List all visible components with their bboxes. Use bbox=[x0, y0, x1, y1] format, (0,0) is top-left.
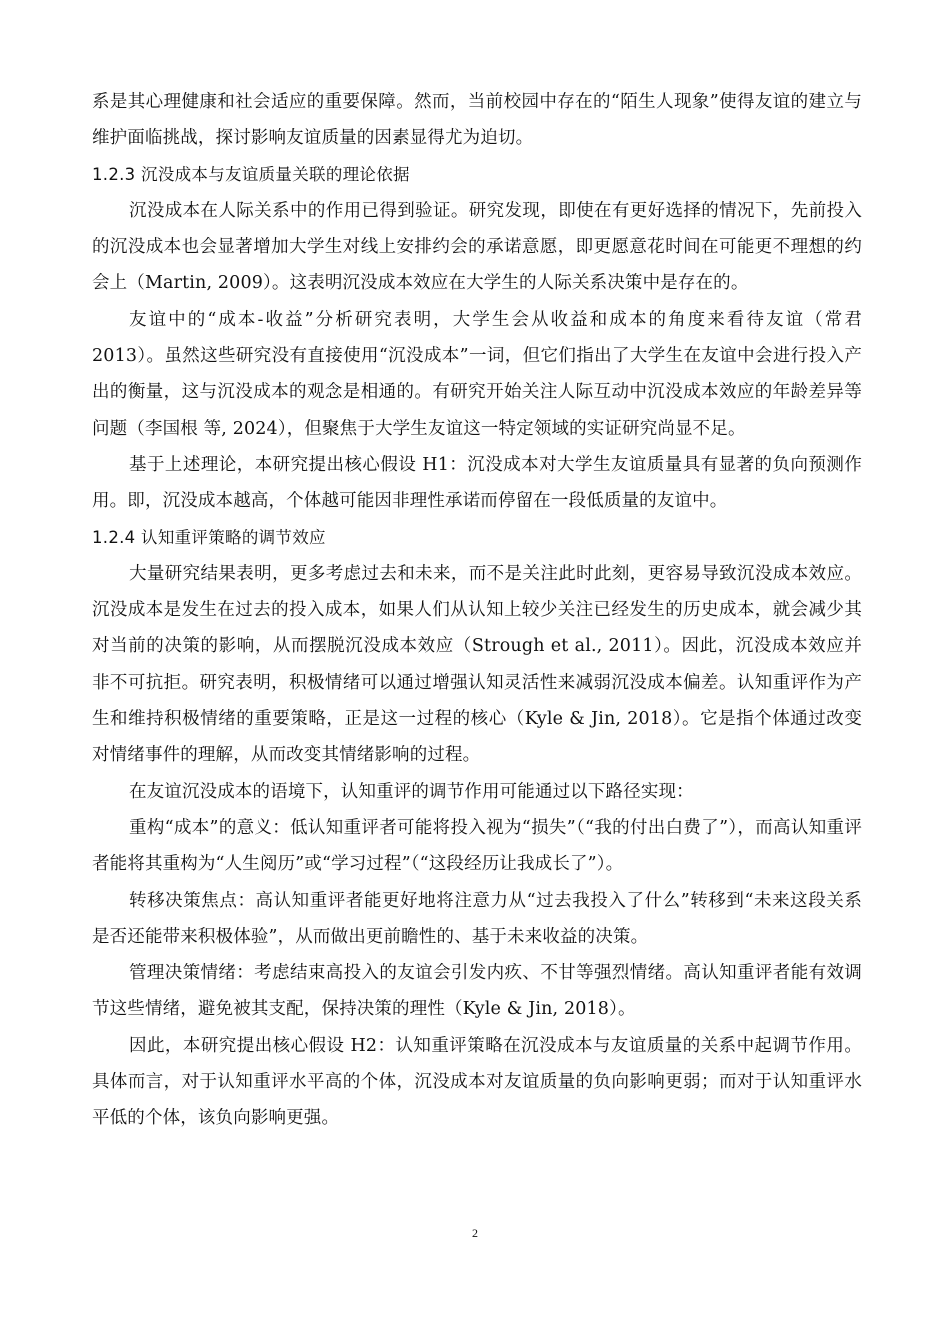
section-heading-1-2-3: 1.2.3 沉没成本与友谊质量关联的理论依据 bbox=[92, 164, 410, 184]
paragraph-hypothesis-h2: 因此，本研究提出核心假设 H2：认知重评策略在沉没成本与友谊质量的关系中起调节作用。具体而言，对于认知重评水平高的个体，沉没成本对友谊质量的负向影响更弱；而对于认知重评水平低的个体，该负向影响更强。 bbox=[92, 1035, 862, 1129]
section-heading-1-2-4: 1.2.4 认知重评策略的调节效应 bbox=[92, 527, 326, 547]
paragraph-shift-focus: 转移决策焦点：高认知重评者能更好地将注意力从“过去我投入了什么”转移到“未来这段关系是否还能带来积极体验”，从而做出更前瞻性的、基于未来收益的决策。 bbox=[92, 890, 862, 947]
paragraph-manage-emotion: 管理决策情绪：考虑结束高投入的友谊会引发内疚、不甘等强烈情绪。高认知重评者能有效调节这些情绪，避免被其支配，保持决策的理性（Kyle & Jin, 2018）。 bbox=[92, 963, 862, 1020]
paragraph-pathways-intro: 在友谊沉没成本的语境下，认知重评的调节作用可能通过以下路径实现： bbox=[129, 781, 694, 802]
page-number: 2 bbox=[472, 1226, 478, 1240]
paragraph-reappraisal-background: 大量研究结果表明，更多考虑过去和未来，而不是关注此时此刻，更容易导致沉没成本效应。沉没成本是发生在过去的投入成本，如果人们从认知上较少关注已经发生的历史成本，就会减少其对当前的决策的影响，从而摆脱沉没成本效应（Strough et al., 2011）。因此，沉没成本效应并非不可抗拒。研究表明，积极情绪可以通过增强认知灵活性来减弱沉没成本偏差。认知重评作为产生和维持积极情绪的重要策略，正是这一过程的核心（Kyle & Jin, 2018）。它是指个体通过改变对情绪事件的理解，从而改变其情绪影响的过程。 bbox=[92, 563, 862, 766]
paragraph-cost-benefit: 友谊中的“成本-收益”分析研究表明，大学生会从收益和成本的角度来看待友谊（常君 2013）。虽然这些研究没有直接使用“沉没成本”一词，但它们指出了大学生在友谊中会进行投入产出的衡量，这与沉没成本的观念是相通的。有研究开始关注人际互动中沉没成本效应的年龄差异等问题（李国根 等, 2024），但聚焦于大学生友谊这一特定领域的实证研究尚显不足。 bbox=[92, 309, 862, 439]
paragraph-reframe-cost: 重构“成本”的意义：低认知重评者可能将投入视为“损失”（“我的付出白费了”），而高认知重评者能将其重构为“人生阅历”或“学习过程”（“这段经历让我成长了”）。 bbox=[92, 817, 862, 875]
paragraph-continuation: 系是其心理健康和社会适应的重要保障。然而，当前校园中存在的“陌生人现象”使得友谊的建立与维护面临挑战，探讨影响友谊质量的因素显得尤为迫切。 bbox=[92, 92, 862, 149]
body-text bbox=[92, 84, 862, 1137]
paragraph-hypothesis-h1: 基于上述理论，本研究提出核心假设 H1：沉没成本对大学生友谊质量具有显著的负向预测作用。即，沉没成本越高，个体越可能因非理性承诺而停留在一段低质量的友谊中。 bbox=[92, 454, 862, 512]
paragraph-sunk-cost-evidence: 沉没成本在人际关系中的作用已得到验证。研究发现，即使在有更好选择的情况下，先前投入的沉没成本也会显著增加大学生对线上安排约会的承诺意愿，即更愿意花时间在可能更不理想的约会上（Martin, 2009）。这表明沉没成本效应在大学生的人际关系决策中是存在的。 bbox=[92, 200, 862, 294]
